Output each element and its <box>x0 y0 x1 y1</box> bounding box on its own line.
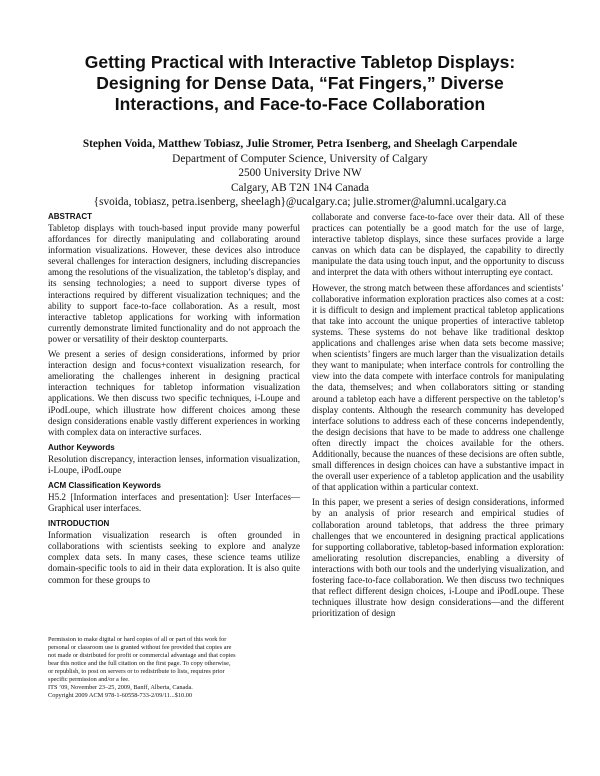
title-line: Interactions, and Face-to-Face Collaboration <box>114 94 486 114</box>
street-address: 2500 University Drive NW <box>238 167 362 179</box>
footnote-line: or republish, to post on servers or to redistribute to lists, requires prior <box>48 668 225 675</box>
keywords-text: Resolution discrepancy, interaction lenses, information visualization, i-Loupe, iPodLoupe <box>48 453 300 475</box>
footnote-line: not made or distributed for profit or commercial advantage and that copies <box>48 652 236 659</box>
copyright-footnote <box>48 636 300 700</box>
city-address: Calgary, AB T2N 1N4 Canada <box>230 181 370 194</box>
author-emails: {svoida, tobiasz, petra.isenberg, sheelagh}@ucalgary.ca; julie.stromer@alumni.ucalgary.ca <box>93 196 507 208</box>
footnote-line: Copyright 2009 ACM 978-1-60558-733-2/09/11...$10.00 <box>48 692 193 699</box>
introduction-heading: INTRODUCTION <box>48 519 110 529</box>
acm-text: H5.2 [Information interfaces and presentation]: User Interfaces—Graphical user interfaces. <box>48 491 300 514</box>
author-names: Stephen Voida, Matthew Tobiasz, Julie Stromer, Petra Isenberg, and Sheelagh Carpendale <box>82 138 518 150</box>
left-column <box>48 212 300 590</box>
title-line: Getting Practical with Interactive Tabletop Displays: <box>84 52 516 72</box>
body-paragraph: However, the strong match between these affordances and scientists’ collaborative information exploration practices also comes at a cost: it is difficult to design and implement practical tabletop applications that take into account the unique properties of interactive tabletop systems. These systems do not behave like traditional desktop applications and challenges arise when data sets become massive; when scientists’ fingers are much larger than the visualization details they want to manipulate; when interface controls for controlling the view into the data compete with interface controls for manipulating the data, themselves; and when collaborators sitting or standing around a tabletop each have a different perspective on the tabletop’s display contents. Although the research community has developed interface solutions to address each of these concerns independently, the design decisions that have to be made to address one challenge often directly impact the choices available for the others. Additionally, because the nuances of these decisions are often subtle, small differences in design choices can have a substantive impact in the overall user experience of a tabletop application and the usability of that application within a particular context. <box>312 282 564 493</box>
footnote-line: Permission to make digital or hard copies of all or part of this work for <box>48 636 227 643</box>
footnote-line: bear this notice and the full citation on the first page. To copy otherwise, <box>48 660 231 667</box>
acm-heading: ACM Classification Keywords <box>48 480 161 490</box>
abstract-paragraph: Tabletop displays with touch-based input provide many powerful affordances for directly manipulating and collaborating around information visualizations. However, these devices also introduce several challenges for interaction designers, including discrepancies among the resolutions of the visualization, the tabletop’s display, and its sensing technologies; a need to support diverse types of interactions required by different visualization techniques; and the ability to support face-to-face collaboration. As a result, most interactive tabletop applications for working with information currently demonstrate limited functionality and do not approach the power or versatility of their desktop counterparts. <box>48 223 300 344</box>
introduction-paragraph: Information visualization research is often grounded in collaborations with scientists seeking to explore and analyze complex data sets. In many cases, these science teams utilize domain-specific tools to aid in their data exploration. It is also quite common for these groups to <box>48 530 300 585</box>
abstract-heading: ABSTRACT <box>48 212 92 221</box>
footnote-line: ITS ’09, November 23–25, 2009, Banff, Alberta, Canada. <box>48 684 193 691</box>
footnote-line: specific permission and/or a fee. <box>48 676 130 683</box>
author-block <box>40 137 560 210</box>
right-column <box>312 212 564 623</box>
keywords-heading: Author Keywords <box>48 442 115 452</box>
title-line: Designing for Dense Data, “Fat Fingers,” Diverse <box>96 73 504 93</box>
body-paragraph: collaborate and converse face-to-face over their data. All of these practices can potentially be a good match for the use of large, interactive tabletop displays, since these surfaces provide a large canvas on which data can be displayed, the capability to directly manipulate the data using touch input, and the opportunity to discuss and interpret the data with others without interrupting eye contact. <box>312 212 564 278</box>
abstract-paragraph: We present a series of design considerations, informed by prior interaction design and focus+context visualization research, for ameliorating the challenges inherent in designing practical interaction techniques for tabletop information visualization applications. We then discuss two specific techniques, i-Loupe and iPodLoupe, which illustrate how different choices among these design considerations enable vastly different experiences in working with complex data on interactive surfaces. <box>48 349 300 437</box>
paper-title <box>40 52 560 115</box>
footnote-line: personal or classroom use is granted without fee provided that copies are <box>48 644 232 651</box>
body-paragraph: In this paper, we present a series of design considerations, informed by an analysis of prior research and empirical studies of collaboration around tabletops, that address the three primary challenges that we encountered in designing practical applications for supporting collaborative, tabletop-based information exploration: ameliorating resolution discrepancies, enabling a diversity of interactions with both our tools and the underlying visualization, and fostering face-to-face collaboration. We then discuss two techniques that reflect different design choices, i-Loupe and iPodLoupe. These techniques illustrate how design considerations—and the different prioritization of design <box>312 497 564 619</box>
department: Department of Computer Science, University of Calgary <box>172 152 428 165</box>
